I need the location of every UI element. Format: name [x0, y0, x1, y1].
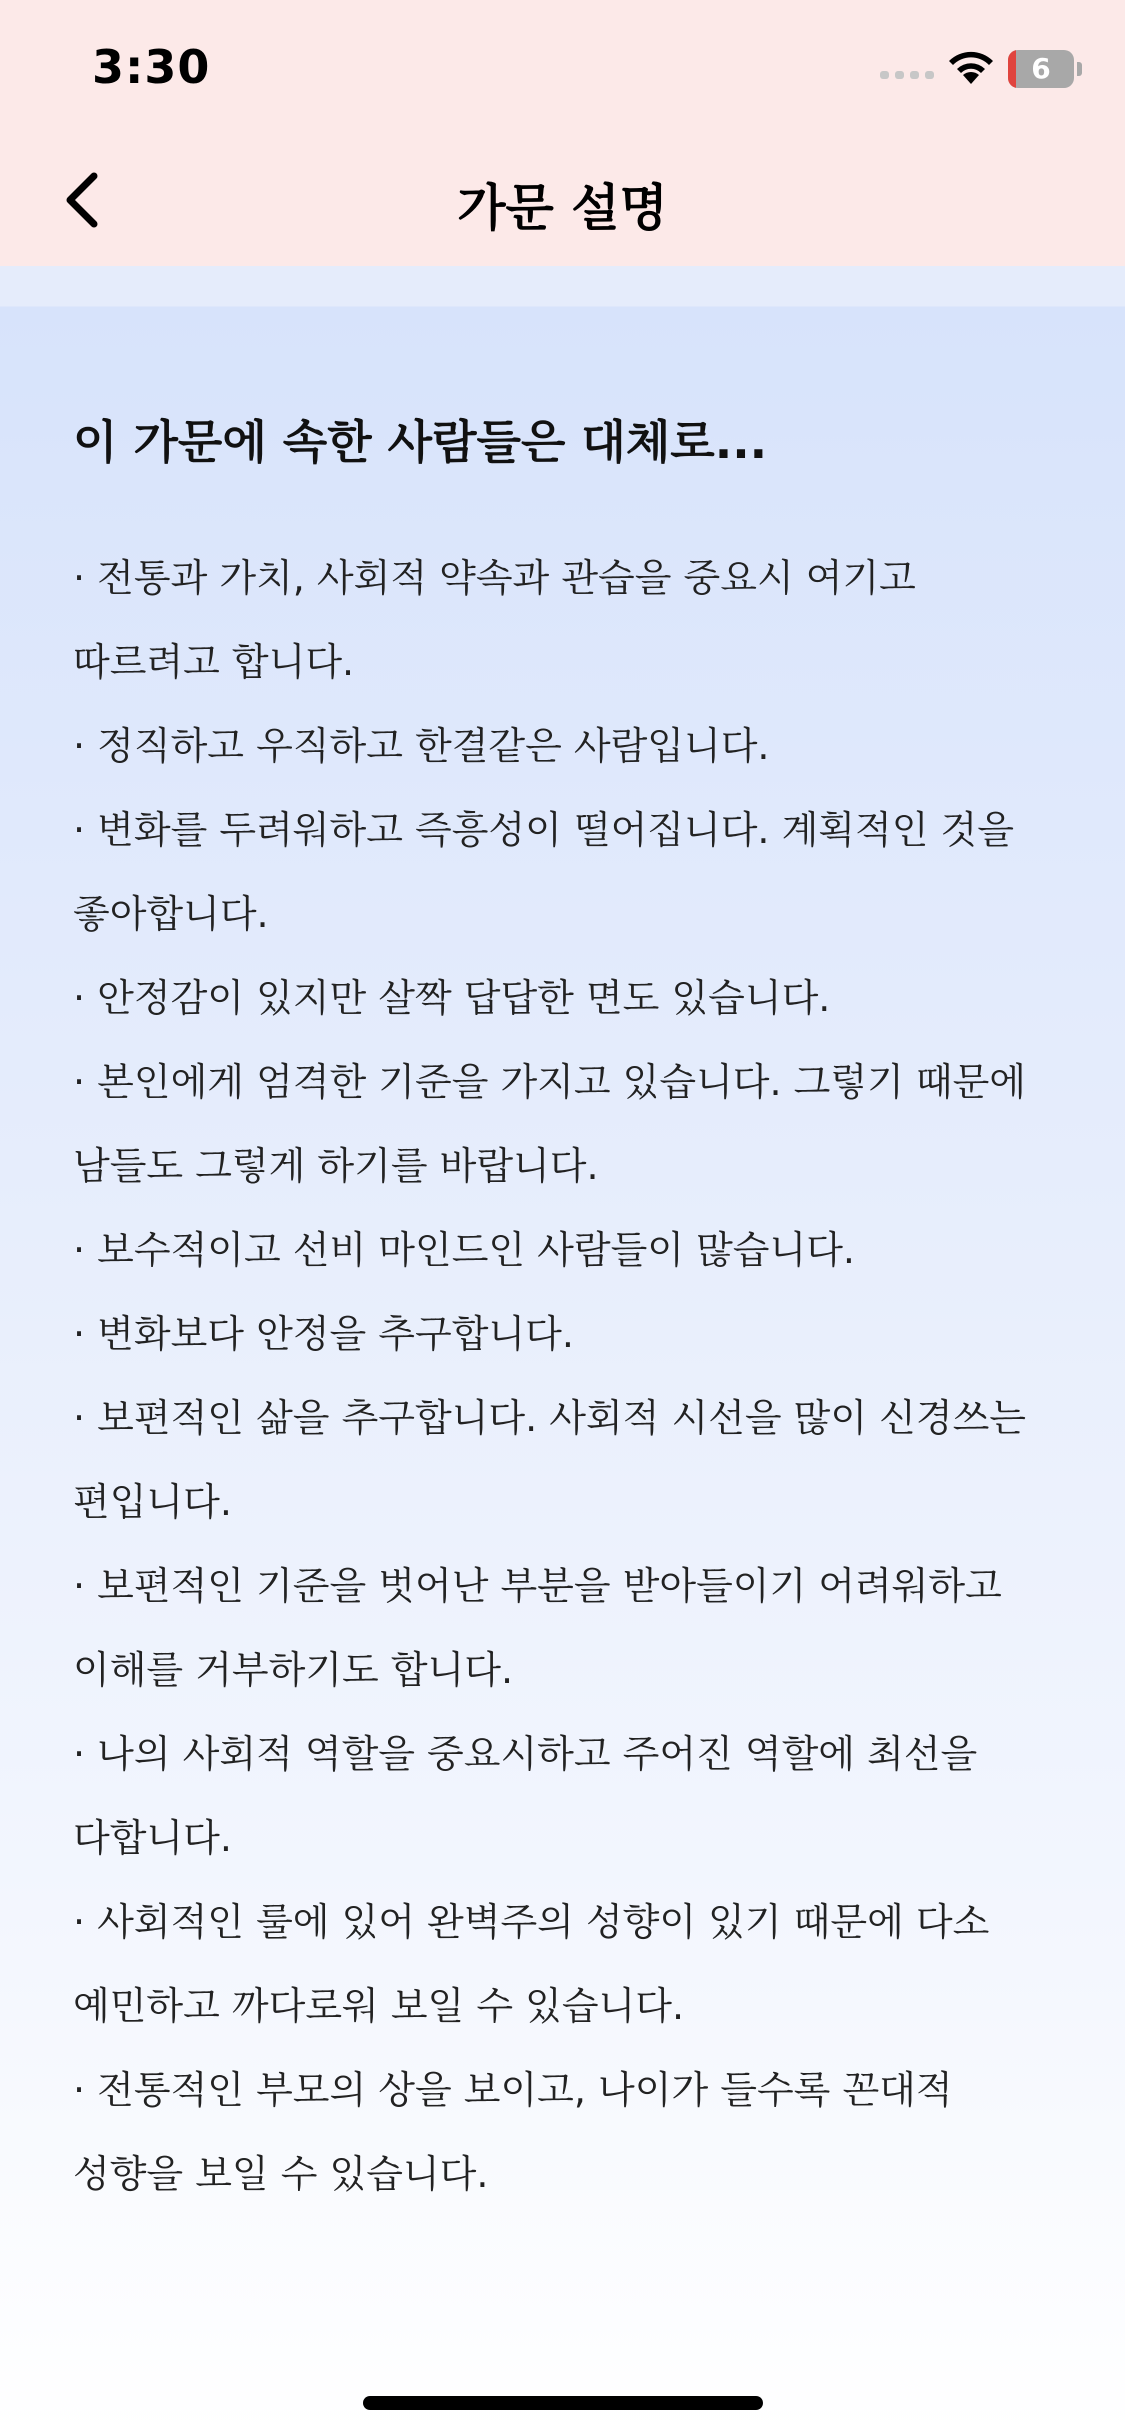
- trait-item: · 보편적인 기준을 벗어난 부분을 받아들이기 어려워하고 이해를 거부하기도 합니다.: [73, 1564, 1002, 1692]
- trait-item: · 보수적이고 선비 마인드인 사람들이 많습니다.: [73, 1228, 856, 1272]
- trait-list: [73, 536, 1053, 2216]
- section-heading: 이 가문에 속한 사람들은 대체로...: [73, 415, 768, 469]
- wifi-icon: [946, 48, 996, 86]
- home-indicator[interactable]: [363, 2396, 763, 2410]
- battery-level-text: 6: [1031, 52, 1051, 85]
- description-content: [0, 266, 1125, 2436]
- trait-item: · 전통과 가치, 사회적 약속과 관습을 중요시 여기고 따르려고 합니다.: [73, 556, 916, 684]
- trait-item: · 사회적인 룰에 있어 완벽주의 성향이 있기 때문에 다소 예민하고 까다로워 보일 수 있습니다.: [73, 1900, 990, 2028]
- trait-item: · 정직하고 우직하고 한결같은 사람입니다.: [73, 724, 770, 768]
- trait-item: · 변화보다 안정을 추구합니다.: [73, 1312, 574, 1356]
- trait-item: · 변화를 두려워하고 즉흥성이 떨어집니다. 계획적인 것을 좋아합니다.: [73, 808, 1014, 936]
- cellular-signal-icon: [880, 68, 934, 82]
- battery-cap: [1077, 62, 1082, 76]
- battery-icon: [1008, 50, 1082, 88]
- status-time: 3:30: [92, 40, 211, 94]
- navigation-bar: [0, 132, 1125, 266]
- page-title: 가문 설명: [457, 179, 668, 237]
- trait-item: · 본인에게 엄격한 기준을 가지고 있습니다. 그렇기 때문에 남들도 그렇게 하기를 바랍니다.: [73, 1060, 1026, 1188]
- trait-item: · 보편적인 삶을 추구합니다. 사회적 시선을 많이 신경쓰는 편입니다.: [73, 1396, 1026, 1524]
- status-bar: [0, 0, 1125, 132]
- trait-item: · 안정감이 있지만 살짝 답답한 면도 있습니다.: [73, 976, 831, 1020]
- header-area: [0, 0, 1125, 266]
- trait-item: · 전통적인 부모의 상을 보이고, 나이가 들수록 꼰대적 성향을 보일 수 있습니다.: [73, 2068, 953, 2196]
- trait-item: · 나의 사회적 역할을 중요시하고 주어진 역할에 최선을 다합니다.: [73, 1732, 978, 1860]
- battery-body: [1008, 50, 1074, 88]
